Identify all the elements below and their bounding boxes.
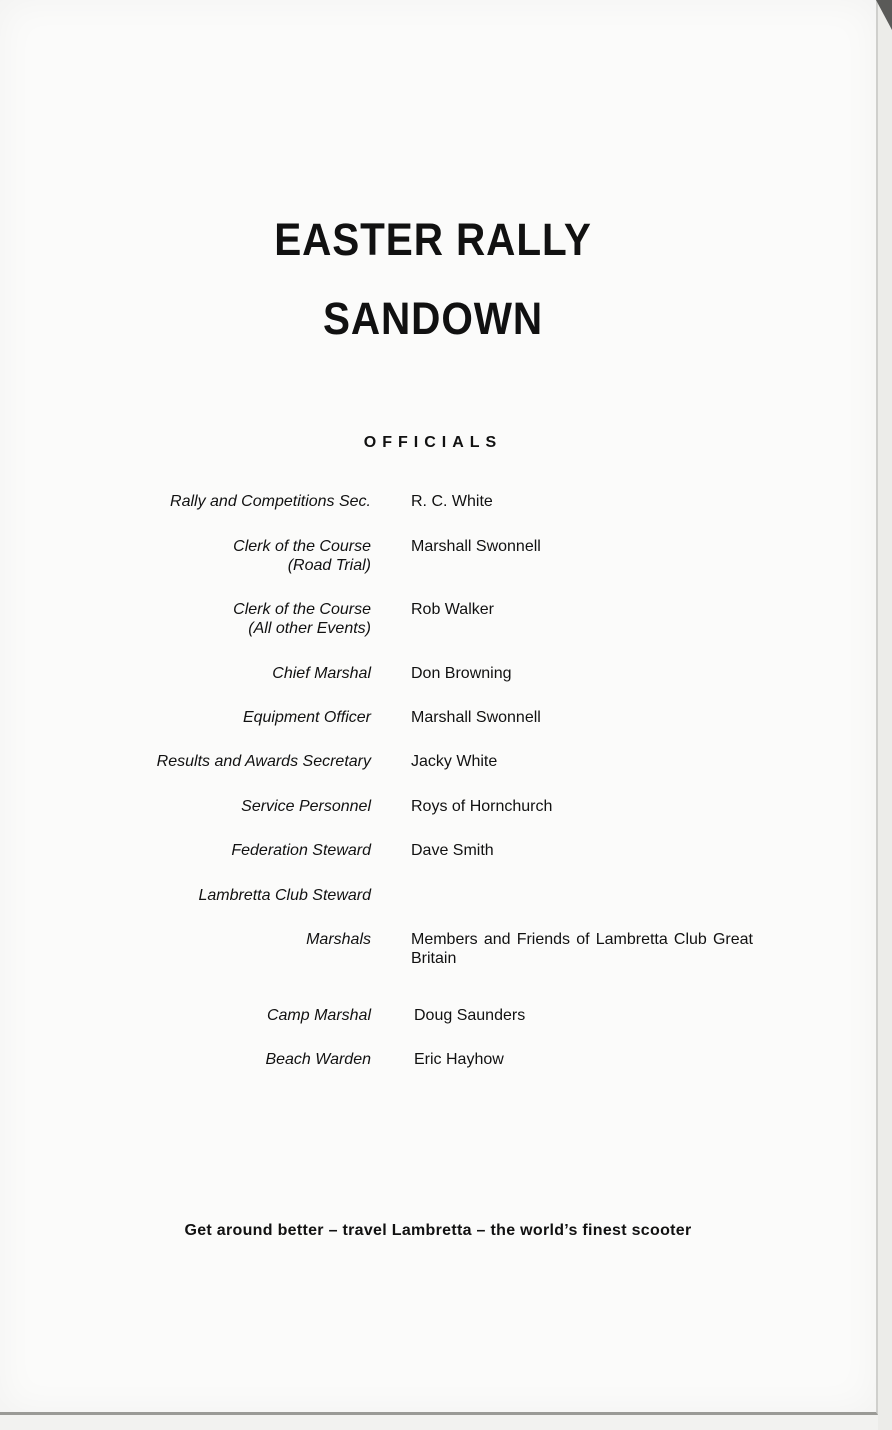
official-role: Lambretta Club Steward bbox=[198, 887, 371, 904]
official-name: Doug Saunders bbox=[414, 1007, 526, 1024]
official-role: Rally and Competitions Sec. bbox=[170, 493, 371, 510]
official-role: Chief Marshal bbox=[272, 665, 371, 682]
official-role: Camp Marshal bbox=[266, 1007, 371, 1024]
official-name: Jacky White bbox=[411, 753, 498, 770]
official-role: Marshals bbox=[306, 931, 371, 948]
official-role: Service Personnel bbox=[241, 798, 371, 815]
torn-corner bbox=[876, 0, 892, 30]
official-name: Marshall Swonnell bbox=[411, 538, 541, 555]
title-line-1: EASTER RALLY bbox=[274, 214, 592, 265]
official-name: R. C. White bbox=[411, 493, 493, 510]
official-role: Results and Awards Secretary bbox=[156, 753, 371, 770]
section-heading: OFFICIALS bbox=[363, 434, 503, 451]
official-role: Beach Warden bbox=[265, 1051, 371, 1068]
official-role: Clerk of the Course (All other Events) bbox=[233, 601, 371, 637]
official-role: Federation Steward bbox=[231, 842, 371, 859]
official-name: Dave Smith bbox=[411, 842, 494, 859]
page-edge bbox=[878, 0, 892, 1430]
official-role: Equipment Officer bbox=[242, 709, 371, 726]
official-name: Marshall Swonnell bbox=[411, 709, 541, 726]
official-name: Roys of Hornchurch bbox=[411, 798, 553, 815]
official-name: Members and Friends of Lambretta Club Great Britain bbox=[411, 931, 753, 967]
official-name: Eric Hayhow bbox=[414, 1051, 504, 1068]
title-line-2: SANDOWN bbox=[322, 293, 544, 344]
footer-slogan: Get around better – travel Lambretta – the world’s finest scooter bbox=[184, 1222, 692, 1239]
official-name: Rob Walker bbox=[411, 601, 494, 618]
official-role: Clerk of the Course (Road Trial) bbox=[233, 538, 371, 574]
official-name: Don Browning bbox=[411, 665, 512, 682]
